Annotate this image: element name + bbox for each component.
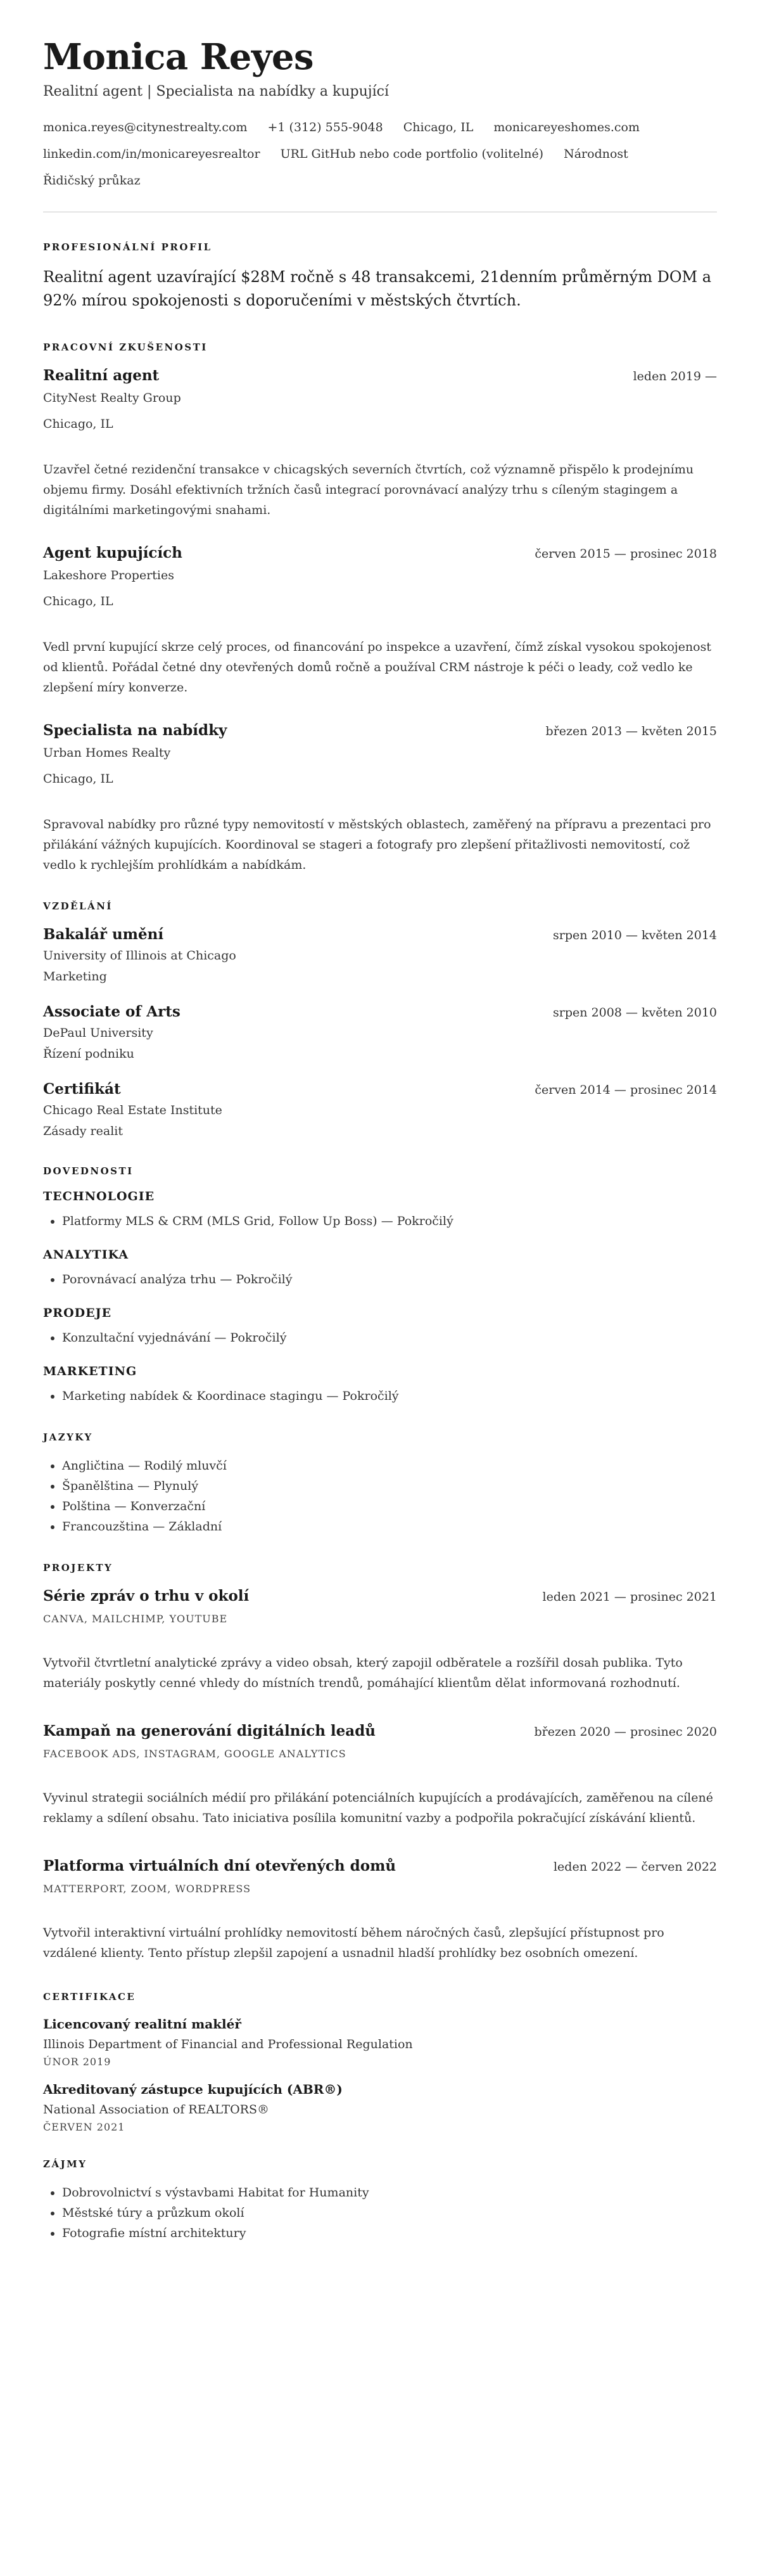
language-item: • Španělština — Plynulý: [62, 1476, 717, 1496]
skill-group: [43, 1248, 717, 1290]
job-company: Urban Homes Realty: [43, 746, 171, 760]
education-section: [43, 900, 717, 1140]
school-name: Chicago Real Estate Institute: [43, 1103, 222, 1117]
experience-entry: [43, 366, 717, 520]
experience-entry: [43, 543, 717, 698]
skill-group: [43, 1306, 717, 1348]
language-item: • Angličtina — Rodilý mluvčí: [62, 1456, 717, 1476]
certifications-section: [43, 1991, 717, 2133]
certification-date: ČERVEN 2021: [43, 2121, 125, 2133]
job-company: CityNest Realty Group: [43, 391, 181, 405]
interest-item: • Dobrovolnictví s výstavbami Habitat for Humanity: [62, 2182, 717, 2203]
candidate-name: Monica Reyes: [43, 36, 314, 78]
certification-entry: [43, 2080, 717, 2133]
job-title: Agent kupujících: [43, 544, 182, 561]
project-technologies: CANVA, MAILCHIMP, YOUTUBE: [43, 1613, 228, 1625]
skills-section: [43, 1165, 717, 1406]
skill-group-title: TECHNOLOGIE: [43, 1189, 155, 1203]
field-of-study: Zásady realit: [43, 1124, 123, 1138]
job-location: Chicago, IL: [43, 772, 113, 786]
school-name: DePaul University: [43, 1026, 153, 1040]
job-location: Chicago, IL: [43, 417, 113, 431]
certification-issuer: National Association of REALTORS®: [43, 2103, 269, 2117]
education-entry: [43, 1002, 717, 1063]
job-description: Spravoval nabídky pro různé typy nemovitostí v městských oblastech, zaměřený na přípravu a prezentaci pro přilákání vážných kupujících. Koordinoval se stageri a fotografy pro zlepšení přitažlivosti nemovitostí, což vedlo k rychlejším prohlídkám a nabídkám.: [43, 817, 711, 872]
contact-email[interactable]: monica.reyes@citynestrealty.com: [43, 120, 248, 134]
job-company: Lakeshore Properties: [43, 568, 174, 582]
education-entry: [43, 925, 717, 985]
job-dates: březen 2013 — květen 2015: [545, 724, 717, 738]
education-dates: červen 2014 — prosinec 2014: [535, 1083, 717, 1097]
field-of-study: Řízení podniku: [43, 1047, 134, 1061]
section-title: DOVEDNOSTI: [43, 1165, 134, 1177]
resume-header: [43, 37, 717, 189]
project-name: Kampaň na generování digitálních leadů: [43, 1722, 376, 1740]
skill-group: [43, 1189, 717, 1231]
project-entry: [43, 1856, 717, 1963]
interest-item: • Fotografie místní architektury: [62, 2223, 717, 2243]
section-title: PROJEKTY: [43, 1562, 113, 1573]
contact-list: [43, 119, 717, 189]
job-location: Chicago, IL: [43, 594, 113, 608]
degree-title: Bakalář umění: [43, 926, 164, 943]
skill-group: [43, 1364, 717, 1406]
skill-item: • Konzultační vyjednávání — Pokročilý: [62, 1328, 717, 1348]
job-dates: leden 2019 —: [633, 369, 717, 383]
section-title: VZDĚLÁNÍ: [43, 900, 113, 912]
contact-location: Chicago, IL: [403, 120, 474, 134]
profile-summary: Realitní agent uzavírající $28M ročně s 48 transakcemi, 21denním průměrným DOM a 92% mírou spokojenosti s doporučeními v městských čtvrtích.: [43, 268, 712, 309]
candidate-headline: Realitní agent | Specialista na nabídky a kupující: [43, 84, 389, 99]
interest-item: • Městské túry a průzkum okolí: [62, 2203, 717, 2223]
job-dates: červen 2015 — prosinec 2018: [535, 547, 717, 561]
project-dates: leden 2021 — prosinec 2021: [542, 1590, 717, 1604]
skill-group-title: MARKETING: [43, 1364, 137, 1378]
project-description: Vytvořil čtvrtletní analytické zprávy a video obsah, který zapojil odběratele a rozšířil dosah publika. Tyto materiály poskytly cenné vhledy do místních trendů, pomáhající klientům dělat informovaná rozhodnutí.: [43, 1656, 683, 1690]
certification-date: ÚNOR 2019: [43, 2056, 111, 2068]
skill-item: • Platformy MLS & CRM (MLS Grid, Follow Up Boss) — Pokročilý: [62, 1211, 717, 1231]
interests-section: [43, 2158, 717, 2243]
project-entry: [43, 1586, 717, 1693]
education-dates: srpen 2010 — květen 2014: [553, 928, 717, 942]
job-title: Realitní agent: [43, 367, 160, 384]
contact-nationality: Národnost: [564, 147, 628, 161]
language-item: • Polština — Konverzační: [62, 1496, 717, 1516]
project-entry: [43, 1721, 717, 1828]
skill-item: • Porovnávací analýza trhu — Pokročilý: [62, 1269, 717, 1290]
skill-group-title: PRODEJE: [43, 1306, 112, 1320]
certification-name: Akreditovaný zástupce kupujících (ABR®): [43, 2082, 343, 2097]
project-dates: leden 2022 — červen 2022: [553, 1860, 717, 1874]
contact-phone[interactable]: +1 (312) 555-9048: [267, 120, 383, 134]
degree-title: Certifikát: [43, 1080, 121, 1098]
section-title: PROFESIONÁLNÍ PROFIL: [43, 241, 212, 253]
project-description: Vytvořil interaktivní virtuální prohlídky nemovitostí během náročných časů, zlepšující přístupnost pro vzdálené klienty. Tento přístup zlepšil zapojení a usnadnil hladší prohlídky bez osobních omezení.: [43, 1926, 664, 1960]
job-title: Specialista na nabídky: [43, 722, 227, 739]
job-description: Vedl první kupující skrze celý proces, od financování po inspekce a uzavření, čímž získal vysokou spokojenost od klientů. Pořádal četné dny otevřených domů ročně a používal CRM nástroje k péči o leady, což vedlo ke zlepšení míry konverze.: [43, 640, 712, 695]
certification-issuer: Illinois Department of Financial and Professional Regulation: [43, 2037, 413, 2051]
interest-list: [43, 2182, 717, 2243]
project-dates: březen 2020 — prosinec 2020: [534, 1725, 717, 1739]
project-technologies: MATTERPORT, ZOOM, WORDPRESS: [43, 1883, 251, 1895]
project-description: Vyvinul strategii sociálních médií pro přilákání potenciálních kupujících a prodávajících, zaměřenou na cílené reklamy a sdílení obsahu. Tato iniciativa posílila komunitní vazby a podpořila pokračující získávání klientů.: [43, 1791, 713, 1825]
language-item: • Francouzština — Základní: [62, 1516, 717, 1537]
language-list: [43, 1456, 717, 1537]
section-title: JAZYKY: [43, 1432, 93, 1443]
project-name: Série zpráv o trhu v okolí: [43, 1587, 250, 1605]
profile-section: [43, 241, 717, 312]
education-dates: srpen 2008 — květen 2010: [553, 1006, 717, 1020]
school-name: University of Illinois at Chicago: [43, 949, 236, 963]
contact-website[interactable]: monicareyeshomes.com: [493, 120, 640, 134]
languages-section: [43, 1432, 717, 1537]
project-technologies: FACEBOOK ADS, INSTAGRAM, GOOGLE ANALYTICS: [43, 1748, 346, 1760]
degree-title: Associate of Arts: [43, 1003, 180, 1020]
experience-entry: [43, 721, 717, 875]
contact-driving-licence: Řidičský průkaz: [43, 174, 141, 188]
experience-section: [43, 342, 717, 875]
field-of-study: Marketing: [43, 970, 107, 984]
contact-portfolio[interactable]: URL GitHub nebo code portfolio (volitelné): [280, 147, 544, 161]
certification-name: Licencovaný realitní makléř: [43, 2016, 241, 2032]
section-title: ZÁJMY: [43, 2158, 87, 2170]
projects-section: [43, 1562, 717, 1963]
job-description: Uzavřel četné rezidenční transakce v chicagských severních čtvrtích, což významně přispělo k prodejnímu objemu firmy. Dosáhl efektivních tržních časů integrací porovnávací analýzy trhu s cíleným stagingem a digitálními marketingovými snahami.: [43, 463, 694, 517]
education-entry: [43, 1079, 717, 1140]
certification-entry: [43, 2015, 717, 2068]
contact-linkedin[interactable]: linkedin.com/in/monicareyesrealtor: [43, 147, 260, 161]
section-title: CERTIFIKACE: [43, 1991, 136, 2002]
skill-group-title: ANALYTIKA: [43, 1248, 129, 1262]
section-title: PRACOVNÍ ZKUŠENOSTI: [43, 342, 208, 353]
project-name: Platforma virtuálních dní otevřených domů: [43, 1857, 396, 1874]
skill-item: • Marketing nabídek & Koordinace stagingu — Pokročilý: [62, 1386, 717, 1406]
